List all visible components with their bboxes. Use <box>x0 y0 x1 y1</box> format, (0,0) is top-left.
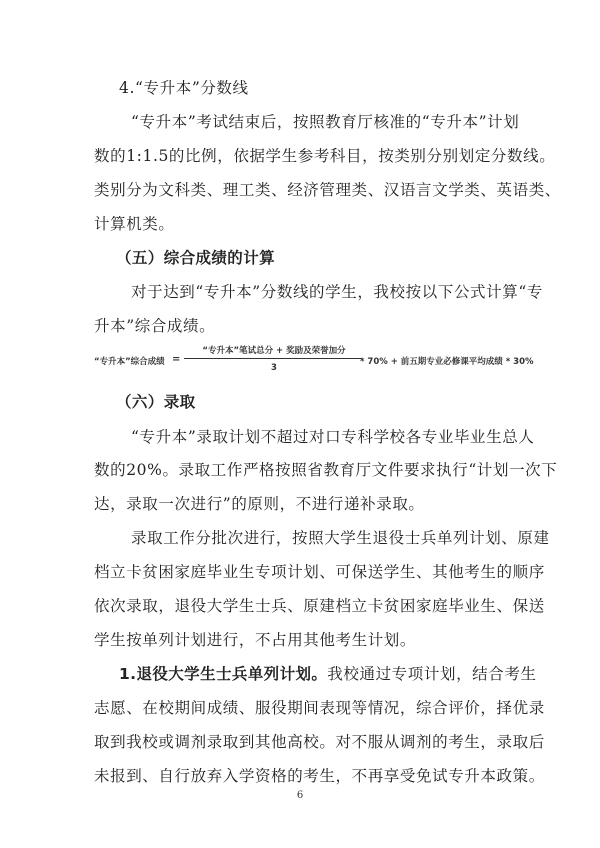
para-6b-line-3: 依次录取，退役大学生士兵、原建档立卡贫困家庭毕业生、保送 <box>94 597 545 615</box>
formula-equals: = <box>172 354 181 365</box>
formula-numerator: “专升本”笔试总分 + 奖励及荣誉加分 <box>202 346 346 356</box>
para-5-line-2: 升本”综合成绩。 <box>94 317 216 335</box>
para-4-line-2: 数的1:1.5的比例，依据学生参考科目，按类别分别划定分数线。 <box>94 147 556 165</box>
formula-rhs: * 70% + 前五期专业必修课平均成绩 * 30% <box>360 357 534 367</box>
para-6a-line-3: 达，录取一次进行”的原则，不进行递补录取。 <box>94 495 425 513</box>
para-6c-bold-lead: 1.退役大学生士兵单列计划。 <box>119 665 328 683</box>
para-4-line-1: “专升本”考试结束后，按照教育厅核准的“专升本”计划 <box>131 113 520 131</box>
para-6c-line-3: 取到我校或调剂录取到其他高校。对不服从调剂的考生，录取后 <box>94 733 545 751</box>
para-6c-line-4: 未报到、自行放弃入学资格的考生，不再享受免试专升本政策。 <box>94 767 545 785</box>
page-number: 6 <box>296 790 304 801</box>
para-6c-line-2: 志愿、在校期间成绩、服役期间表现等情况，综合评价，择优录 <box>94 699 545 717</box>
formula-lhs: “专升本”综合成绩 <box>94 357 165 367</box>
para-6c-line-1 <box>119 664 537 684</box>
formula-denominator: 3 <box>271 363 277 373</box>
para-4-line-4: 计算机类。 <box>94 215 175 233</box>
para-6b-line-2: 档立卡贫困家庭毕业生专项计划、可保送学生、其他考生的顺序 <box>94 563 545 581</box>
section-4-heading: 4.“专升本”分数线 <box>119 79 249 97</box>
para-6b-line-4: 学生按单列计划进行，不占用其他考生计划。 <box>94 631 417 649</box>
formula-fraction-bar <box>184 358 362 359</box>
section-6-heading: （六）录取 <box>116 393 196 411</box>
para-6b-line-1: 录取工作分批次进行，按照大学生退役士兵单列计划、原建 <box>131 529 550 547</box>
para-6a-line-2: 数的20%。录取工作严格按照省教育厅文件要求执行“计划一次下 <box>94 461 558 479</box>
para-5-line-1: 对于达到“专升本”分数线的学生，我校按以下公式计算“专 <box>131 283 543 301</box>
section-5-heading: （五）综合成绩的计算 <box>116 249 276 267</box>
para-6a-line-1: “专升本”录取计划不超过对口专科学校各专业毕业生总人 <box>131 428 535 446</box>
para-6c-line-1-rest: 我校通过专项计划，结合考生 <box>327 665 537 683</box>
composite-score-formula <box>94 342 544 382</box>
para-4-line-3: 类别分为文科类、理工类、经济管理类、汉语言文学类、英语类、 <box>94 181 561 199</box>
